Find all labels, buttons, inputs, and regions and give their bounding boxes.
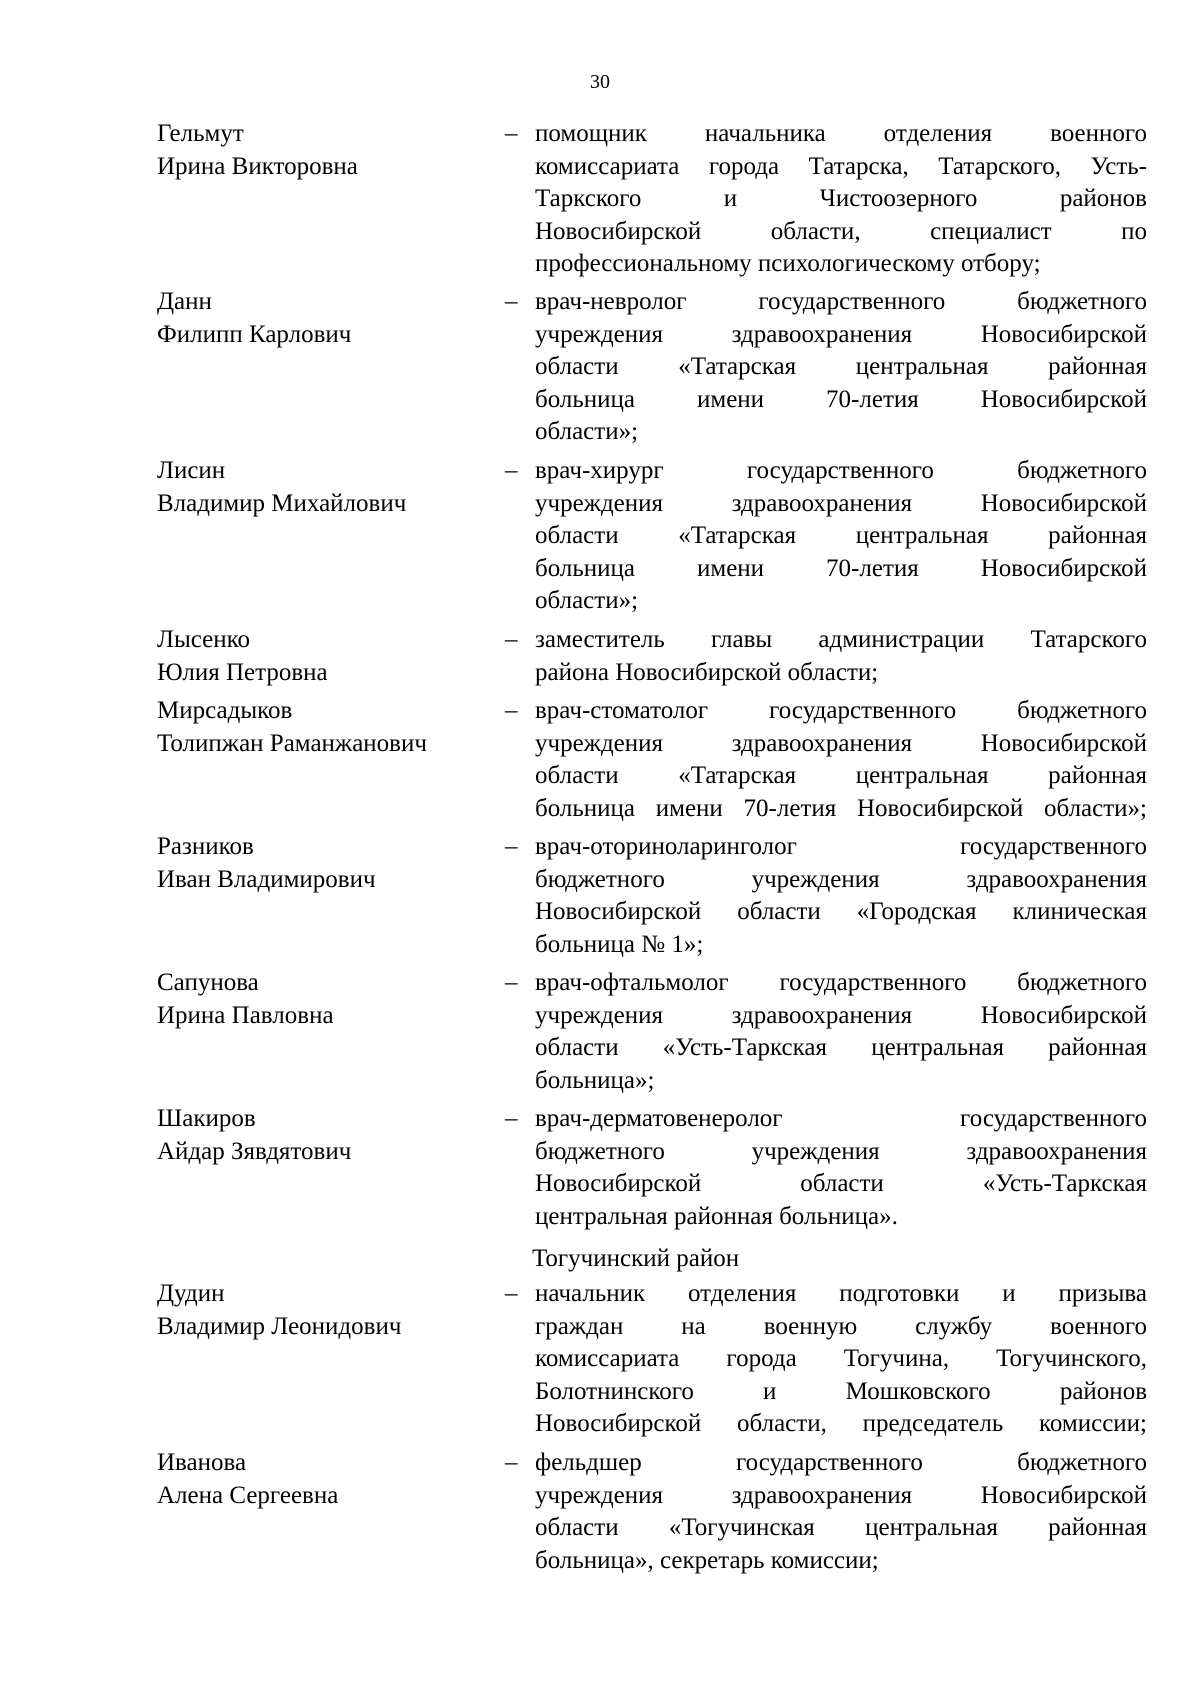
description-line: врач-оториноларинголог государственного: [535, 833, 1147, 860]
member-description: [535, 118, 1147, 281]
member-given-names: Иван Владимирович: [157, 865, 376, 893]
description-line: помощник начальника отделения военного: [535, 120, 1147, 147]
description-line: больница имени 70-летия Новосибирской: [535, 554, 1147, 582]
description-line: области «Татарская центральная районная: [535, 762, 1147, 789]
member-given-names: Толипжан Раманжанович: [157, 729, 427, 757]
description-line: Новосибирской области «Усть-Таркская: [535, 1170, 1147, 1197]
member-description: [535, 624, 1147, 689]
description-line: области «Усть-Таркская центральная районная: [535, 1034, 1147, 1061]
description-line: бюджетного учреждения здравоохранения: [535, 1137, 1147, 1165]
member-given-names: Владимир Леонидович: [157, 1312, 402, 1340]
description-line: района Новосибирской области;: [535, 658, 879, 686]
member-name: [157, 831, 487, 896]
member-description: [535, 695, 1147, 825]
description-line: больница имени 70-летия Новосибирской области»;: [535, 794, 1147, 822]
description-line: области»;: [535, 418, 639, 445]
member-name: [157, 1278, 487, 1343]
member-surname: Мирсадыков: [157, 697, 293, 724]
district-heading: Тогучинский район: [532, 1245, 740, 1272]
description-line: больница»;: [535, 1066, 655, 1094]
member-name: [157, 455, 487, 520]
member-description: [535, 967, 1147, 1097]
description-line: заместитель главы администрации Татарского: [535, 626, 1147, 653]
description-line: центральная районная больница».: [535, 1202, 898, 1230]
member-name: [157, 1447, 487, 1512]
description-line: комиссариата города Татарска, Татарского, Усть-: [535, 152, 1147, 180]
member-description: [535, 1447, 1147, 1577]
dash-separator: –: [505, 697, 518, 724]
member-description: [535, 286, 1147, 449]
description-line: учреждения здравоохранения Новосибирской: [535, 320, 1147, 348]
dash-separator: –: [505, 1449, 518, 1476]
dash-separator: –: [505, 120, 518, 147]
member-surname: Гельмут: [157, 120, 244, 147]
description-line: Новосибирской области, председатель комиссии;: [535, 1410, 1147, 1437]
member-surname: Данн: [157, 288, 212, 315]
description-line: Болотнинского и Мошковского районов: [535, 1377, 1147, 1405]
description-line: врач-офтальмолог государственного бюджетного: [535, 969, 1147, 996]
member-given-names: Алена Сергеевна: [157, 1481, 339, 1509]
description-line: учреждения здравоохранения Новосибирской: [535, 489, 1147, 517]
description-line: Таркского и Чистоозерного районов: [535, 185, 1147, 212]
member-surname: Лисин: [157, 457, 226, 484]
member-surname: Сапунова: [157, 969, 259, 996]
description-line: врач-хирург государственного бюджетного: [535, 457, 1147, 484]
member-description: [535, 1278, 1147, 1441]
member-name: [157, 286, 487, 351]
member-given-names: Ирина Павловна: [157, 1001, 334, 1029]
page-number: 30: [590, 71, 610, 93]
member-surname: Шакиров: [157, 1105, 256, 1132]
description-line: фельдшер государственного бюджетного: [535, 1449, 1147, 1476]
member-name: [157, 1103, 487, 1168]
description-line: учреждения здравоохранения Новосибирской: [535, 1001, 1147, 1029]
description-line: начальник отделения подготовки и призыва: [535, 1280, 1147, 1307]
description-line: больница», секретарь комиссии;: [535, 1546, 879, 1574]
description-line: области «Тогучинская центральная районная: [535, 1514, 1147, 1541]
dash-separator: –: [505, 457, 518, 484]
description-line: области»;: [535, 587, 639, 614]
dash-separator: –: [505, 969, 518, 996]
member-surname: Лысенко: [157, 626, 251, 653]
description-line: больница № 1»;: [535, 930, 704, 958]
description-line: Новосибирской области, специалист по: [535, 217, 1147, 245]
description-line: профессиональному психологическому отбору;: [535, 250, 1041, 277]
member-given-names: Ирина Викторовна: [157, 152, 358, 180]
member-description: [535, 1103, 1147, 1233]
member-description: [535, 455, 1147, 618]
member-surname: Иванова: [157, 1449, 247, 1476]
dash-separator: –: [505, 1105, 518, 1132]
member-description: [535, 831, 1147, 961]
member-name: [157, 967, 487, 1032]
description-line: врач-стоматолог государственного бюджетного: [535, 697, 1147, 724]
description-line: врач-дерматовенеролог государственного: [535, 1105, 1147, 1132]
member-surname: Разников: [157, 833, 254, 860]
dash-separator: –: [505, 1280, 518, 1307]
description-line: врач-невролог государственного бюджетного: [535, 288, 1147, 315]
member-name: [157, 624, 487, 689]
description-line: области «Татарская центральная районная: [535, 353, 1147, 380]
description-line: области «Татарская центральная районная: [535, 522, 1147, 549]
member-given-names: Юлия Петровна: [157, 658, 328, 686]
member-given-names: Владимир Михайлович: [157, 489, 407, 517]
description-line: граждан на военную службу военного: [535, 1312, 1147, 1340]
member-surname: Дудин: [157, 1280, 225, 1307]
description-line: бюджетного учреждения здравоохранения: [535, 865, 1147, 893]
description-line: больница имени 70-летия Новосибирской: [535, 385, 1147, 413]
description-line: учреждения здравоохранения Новосибирской: [535, 729, 1147, 757]
dash-separator: –: [505, 288, 518, 315]
description-line: Новосибирской области «Городская клиническая: [535, 898, 1147, 925]
description-line: комиссариата города Тогучина, Тогучинского,: [535, 1345, 1147, 1372]
member-given-names: Айдар Зявдятович: [157, 1137, 352, 1165]
member-name: [157, 118, 487, 183]
member-name: [157, 695, 487, 760]
dash-separator: –: [505, 626, 518, 653]
description-line: учреждения здравоохранения Новосибирской: [535, 1481, 1147, 1509]
member-given-names: Филипп Карлович: [157, 320, 352, 348]
dash-separator: –: [505, 833, 518, 860]
